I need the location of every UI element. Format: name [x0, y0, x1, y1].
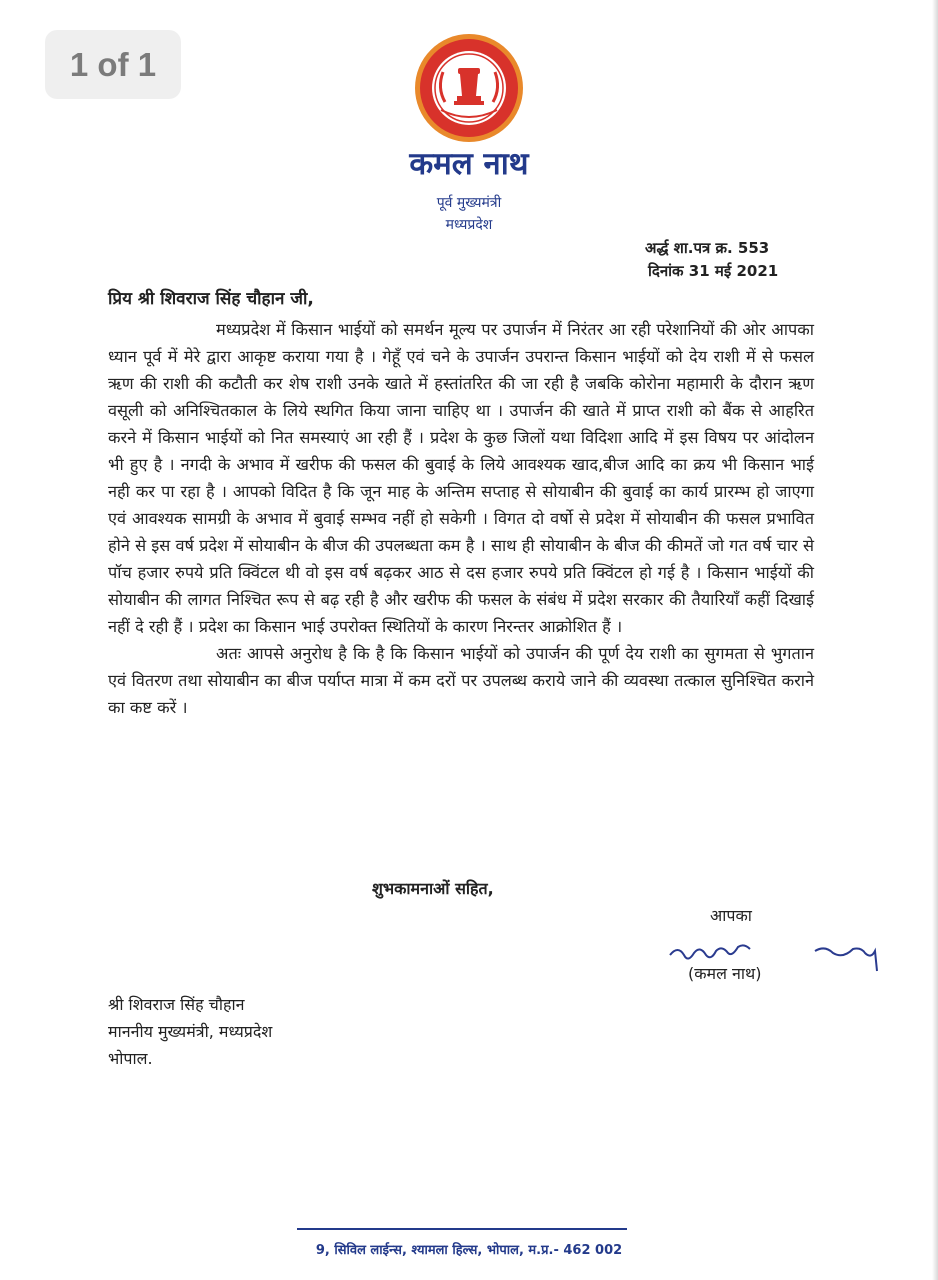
- salutation: प्रिय श्री शिवराज सिंह चौहान जी,: [108, 289, 314, 309]
- page-indicator-text: 1 of 1: [69, 45, 157, 83]
- page-indicator-badge: [45, 30, 181, 99]
- state-emblem-seal: [413, 32, 525, 144]
- closing-yours: आपका: [710, 906, 752, 925]
- letter-body: [108, 316, 814, 721]
- recipient-city: भोपाल.: [108, 1049, 153, 1068]
- recipient-name: श्री शिवराज सिंह चौहान: [108, 995, 245, 1014]
- page-edge-shadow: [932, 0, 938, 1280]
- closing-greeting: शुभकामनाओं सहित,: [372, 879, 494, 898]
- recipient-designation: माननीय मुख्यमंत्री, मध्यप्रदेश: [108, 1022, 273, 1041]
- letter-reference-number: अर्द्ध शा.पत्र क्र. 553: [645, 239, 770, 257]
- footer-address: 9, सिविल लाईन्स, श्यामला हिल्स, भोपाल, म.प्र.- 462 002: [315, 1243, 623, 1258]
- body-paragraph-1: मध्यप्रदेश में किसान भाईयों को समर्थन मूल्य पर उपार्जन में निरंतर आ रही परेशानियों की ओर आपका ध्यान पूर्व में मेरे द्वारा आकृष्ट कराया गया है । गेहूँ एवं चने के उपार्जन उपरान्त किसान भाईयों को देय राशी में से फसल ऋण की राशी की कटौती कर शेष राशी उनके खाते में हस्तांतरित की जा रही है जबकि कोरोना महामारी के दौरान ऋण वसूली को अनिश्चितकाल के लिये स्थगित किया जाना चाहिए था । उपार्जन की खाते में प्राप्त राशी को बैंक से आहरित करने में किसान भाईयों को नित समस्याएं आ रही हैं । प्रदेश के कुछ जिलों यथा विदिशा आदि में इस विषय पर आंदोलन भी हुए है । नगदी के अभाव में खरीफ की फसल की बुवाई के लिये आवश्यक खाद,बीज आदि का क्रय भी किसान भाई नही कर पा रहा है । आपको विदित है कि जून माह के अन्तिम सप्ताह से सोयाबीन की बुवाई का कार्य प्रारम्भ हो जाएगा एवं आवश्यक सामग्री के अभाव में बुवाई सम्भव नहीं हो सकेगी । विगत दो वर्षो से प्रदेश में सोयाबीन की फसल प्रभावित होने से इस वर्ष प्रदेश में सोयाबीन के बीज की उपलब्धता कम है । साथ ही सोयाबीन के बीज की कीमतें जो गत वर्ष चार से पॉच हजार रुपये प्रति क्विंटल थी वो इस वर्ष बढ़कर आठ से दस हजार रुपये प्रति क्विंटल हो गई है । किसान भाईयों की सोयाबीन की लागत निश्चित रूप से बढ़ रही है और खरीफ की फसल के संबंध में प्रदेश सरकार की तैयारियॉं कहीं दिखाई नहीं दे रही हैं । प्रदेश का किसान भाई उपरोक्त स्थितियों के कारण निरन्तर आक्रोशित हैं ।: [108, 320, 814, 636]
- signatory-name: (कमल नाथ): [688, 964, 762, 983]
- letter-date: दिनांक 31 मई 2021: [648, 262, 779, 280]
- body-paragraph-2: अतः आपसे अनुरोध है कि है कि किसान भाईयों को उपार्जन की पूर्ण देय राशी का सुगमता से भुगतान एवं वितरण तथा सोयाबीन का बीज पर्याप्त मात्रा में कम दरों पर उपलब्ध कराये जाने की व्यवस्था तत्काल सुनिश्चित कराने का कष्ट करें ।: [108, 644, 814, 717]
- sender-name: कमल नाथ: [409, 146, 529, 182]
- sender-state: मध्यप्रदेश: [445, 217, 493, 233]
- footer-divider: [297, 1228, 627, 1230]
- sender-designation: पूर्व मुख्यमंत्री: [436, 195, 502, 211]
